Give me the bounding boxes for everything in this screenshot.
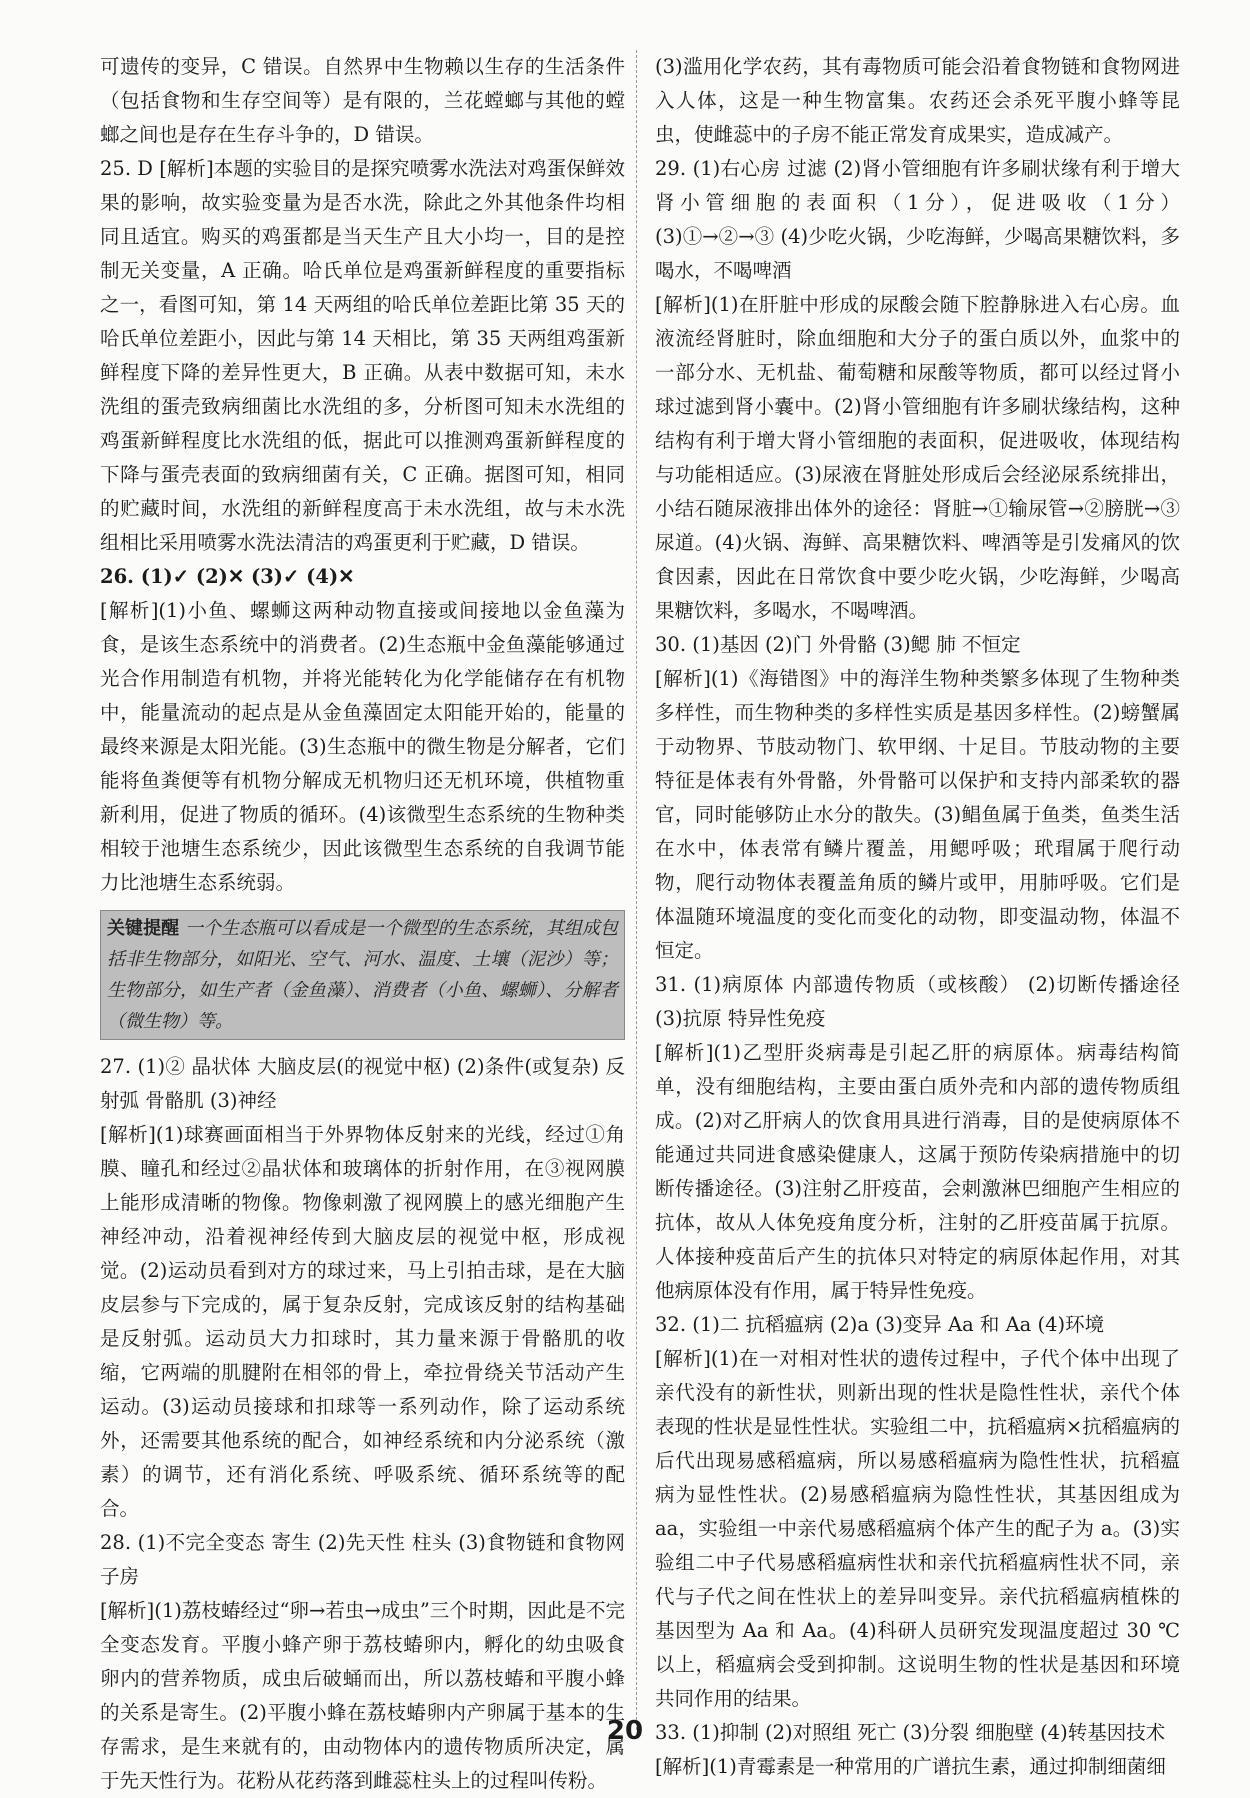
answer-29: 29. (1)右心房 过滤 (2)肾小管细胞有许多刷状缘有利于增大肾小管细胞的表面积（1分），促进吸收（1分） (3)①→②→③ (4)少吃火锅，少吃海鲜，少喝高果糖饮料，多喝水，不喝啤酒 — [655, 157, 1180, 282]
explanation-28: [解析](1)荔枝蝽经过“卵→若虫→成虫”三个时期，因此是不完全变态发育。平腹小蜂产卵于荔枝蝽卵内，孵化的幼虫吸食卵内的营养物质，成虫后破蛹而出，所以荔枝蝽和平腹小蜂的关系是寄生。(2)平腹小蜂在荔枝蝽卵内产卵属于基本的生存需求，是生来就有的，由动物体内的遗传物质所决定，属于先天性行为。花粉从花药落到雌蕊柱头上的过程叫传粉。 — [100, 1599, 625, 1792]
right-column — [655, 50, 1180, 1784]
key-reminder-box — [100, 910, 625, 1040]
paragraph-continued: 可遗传的变异，C 错误。自然界中生物赖以生存的生活条件（包括食物和生存空间等）是有限的，兰花螳螂与其他的螳螂之间也是存在生存斗争的，D 错误。 — [100, 55, 625, 146]
explanation-29: [解析](1)在肝脏中形成的尿酸会随下腔静脉进入右心房。血液流经肾脏时，除血细胞和大分子的蛋白质以外，血浆中的一部分水、无机盐、葡萄糖和尿酸等物质，都可以经过肾小球过滤到肾小囊中。(2)肾小管细胞有许多刷状缘结构，这种结构有利于增大肾小管细胞的表面积，促进吸收，体现结构与功能相适应。(3)尿液在肾脏处形成后会经泌尿系统排出，小结石随尿液排出体外的途径：肾脏→①输尿管→②膀胱→③尿道。(4)火锅、海鲜、高果糖饮料、啤酒等是引发痛风的饮食因素，因此在日常饮食中要少吃火锅，少吃海鲜，少喝高果糖饮料，多喝水，不喝啤酒。 — [655, 293, 1180, 622]
explanation-31: [解析](1)乙型肝炎病毒是引起乙肝的病原体。病毒结构简单，没有细胞结构，主要由蛋白质外壳和内部的遗传物质组成。(2)对乙肝病人的饮食用具进行消毒，目的是使病原体不能通过共同进食感染健康人，这属于预防传染病措施中的切断传播途径。(3)注射乙肝疫苗，会刺激淋巴细胞产生相应的抗体，故从人体免疫角度分析，注射的乙肝疫苗属于抗原。人体接种疫苗后产生的抗体只对特定的病原体起作用，对其他病原体没有作用，属于特异性免疫。 — [655, 1041, 1180, 1302]
explanation-32: [解析](1)在一对相对性状的遗传过程中，子代个体中出现了亲代没有的新性状，则新出现的性状是隐性性状，亲代个体表现的性状是显性性状。实验组二中，抗稻瘟病×抗稻瘟病的后代出现易感稻瘟病，所以易感稻瘟病为隐性性状，抗稻瘟病为显性性状。(2)易感稻瘟病为隐性性状，其基因组成为 aa，实验组一中亲代易感稻瘟病个体产生的配子为 a。(3)实验组二中子代易感稻瘟病性状和亲代抗稻瘟病性状不同，亲代与子代之间在性状上的差异叫变异。亲代抗稻瘟病植株的基因型为 Aa 和 Aa。(4)科研人员研究发现温度超过 30 ℃以上，稻瘟病会受到抑制。这说明生物的性状是基因和环境共同作用的结果。 — [655, 1347, 1180, 1710]
answer-27: 27. (1)② 晶状体 大脑皮层(的视觉中枢) (2)条件(或复杂) 反射弧 骨骼肌 (3)神经 — [100, 1055, 625, 1112]
page-number: 20 — [606, 1716, 644, 1746]
column-divider — [636, 50, 637, 1730]
key-reminder-title: 关键提醒 — [107, 918, 180, 939]
answer-33: 33. (1)抑制 (2)对照组 死亡 (3)分裂 细胞壁 (4)转基因技术 — [655, 1721, 1166, 1744]
explanation-26: [解析](1)小鱼、螺蛳这两种动物直接或间接地以金鱼藻为食，是该生态系统中的消费者。(2)生态瓶中金鱼藻能够通过光合作用制造有机物，并将光能转化为化学能储存在有机物中，能量流动的起点是从金鱼藻固定太阳能开始的，能量的最终来源是太阳光能。(3)生态瓶中的微生物是分解者，它们能将鱼粪便等有机物分解成无机物归还无机环境，供植物重新利用，促进了物质的循环。(4)该微型生态系统的生物种类相较于池塘生态系统少，因此该微型生态系统的自我调节能力比池塘生态系统弱。 — [100, 599, 625, 894]
explanation-27: [解析](1)球赛画面相当于外界物体反射来的光线，经过①角膜、瞳孔和经过②晶状体和玻璃体的折射作用，在③视网膜上能形成清晰的物像。物像刺激了视网膜上的感光细胞产生神经冲动，沿着视神经传到大脑皮层的视觉中枢，形成视觉。(2)运动员看到对方的球过来，马上引拍击球，是在大脑皮层参与下完成的，属于复杂反射，完成该反射的结构基础是反射弧。运动员大力扣球时，其力量来源于骨骼肌的收缩，它两端的肌腱附在相邻的骨上，牵拉骨绕关节活动产生运动。(3)运动员接球和扣球等一系列动作，除了运动系统外，还需要其他系统的配合，如神经系统和内分泌系统（激素）的调节，还有消化系统、呼吸系统、循环系统等的配合。 — [100, 1123, 625, 1520]
answer-25: 25. D [解析]本题的实验目的是探究喷雾水洗法对鸡蛋保鲜效果的影响，故实验变量为是否水洗，除此之外其他条件均相同且适宜。购买的鸡蛋都是当天生产且大小均一，目的是控制无关变量，A 正确。哈氏单位是鸡蛋新鲜程度的重要指标之一，看图可知，第 14 天两组的哈氏单位差距比第 35 天的哈氏单位差距小，因此与第 14 天相比，第 35 天两组鸡蛋新鲜程度下降的差异性更大，B 正确。从表中数据可知，未水洗组的蛋壳致病细菌比水洗组的多，分析图可知未水洗组的鸡蛋新鲜程度比水洗组的低，据此可以推测鸡蛋新鲜程度的下降与蛋壳表面的致病细菌有关，C 正确。据图可知，相同的贮藏时间，水洗组的新鲜程度高于未水洗组，故与未水洗组相比采用喷雾水洗法清洁的鸡蛋更利于贮藏，D 错误。 — [100, 157, 625, 554]
explanation-33: [解析](1)青霉素是一种常用的广谱抗生素，通过抑制细菌细 — [655, 1755, 1166, 1778]
answer-32: 32. (1)二 抗稻瘟病 (2)a (3)变异 Aa 和 Aa (4)环境 — [655, 1313, 1105, 1336]
paragraph-28-cont: (3)滥用化学农药，其有毒物质可能会沿着食物链和食物网进入人体，这是一种生物富集。农药还会杀死平腹小蜂等昆虫，使雌蕊中的子房不能正常发育成果实，造成减产。 — [655, 55, 1180, 146]
explanation-30: [解析](1)《海错图》中的海洋生物种类繁多体现了生物种类多样性，而生物种类的多样性实质是基因多样性。(2)螃蟹属于动物界、节肢动物门、软甲纲、十足目。节肢动物的主要特征是体表有外骨骼，外骨骼可以保护和支持内部柔软的器官，同时能够防止水分的散失。(3)鲳鱼属于鱼类，鱼类生活在水中，体表常有鳞片覆盖，用鳃呼吸；玳瑁属于爬行动物，爬行动物体表覆盖角质的鳞片或甲，用肺呼吸。它们是体温随环境温度的变化而变化的动物，即变温动物，体温不恒定。 — [655, 667, 1180, 962]
answer-28: 28. (1)不完全变态 寄生 (2)先天性 柱头 (3)食物链和食物网 子房 — [100, 1531, 625, 1588]
left-column — [100, 50, 625, 1798]
answer-31: 31. (1)病原体 内部遗传物质（或核酸） (2)切断传播途径 (3)抗原 特异性免疫 — [655, 973, 1180, 1030]
key-reminder-body: 一个生态瓶可以看成是一个微型的生态系统，其组成包括非生物部分，如阳光、空气、河水、温度、土壤（泥沙）等；生物部分，如生产者（金鱼藻）、消费者（小鱼、螺蛳）、分解者（微生物）等。 — [107, 918, 619, 1032]
answer-26: 26. (1)✓ (2)✕ (3)✓ (4)✕ — [100, 565, 355, 588]
answer-30: 30. (1)基因 (2)门 外骨骼 (3)鳃 肺 不恒定 — [655, 633, 1021, 656]
